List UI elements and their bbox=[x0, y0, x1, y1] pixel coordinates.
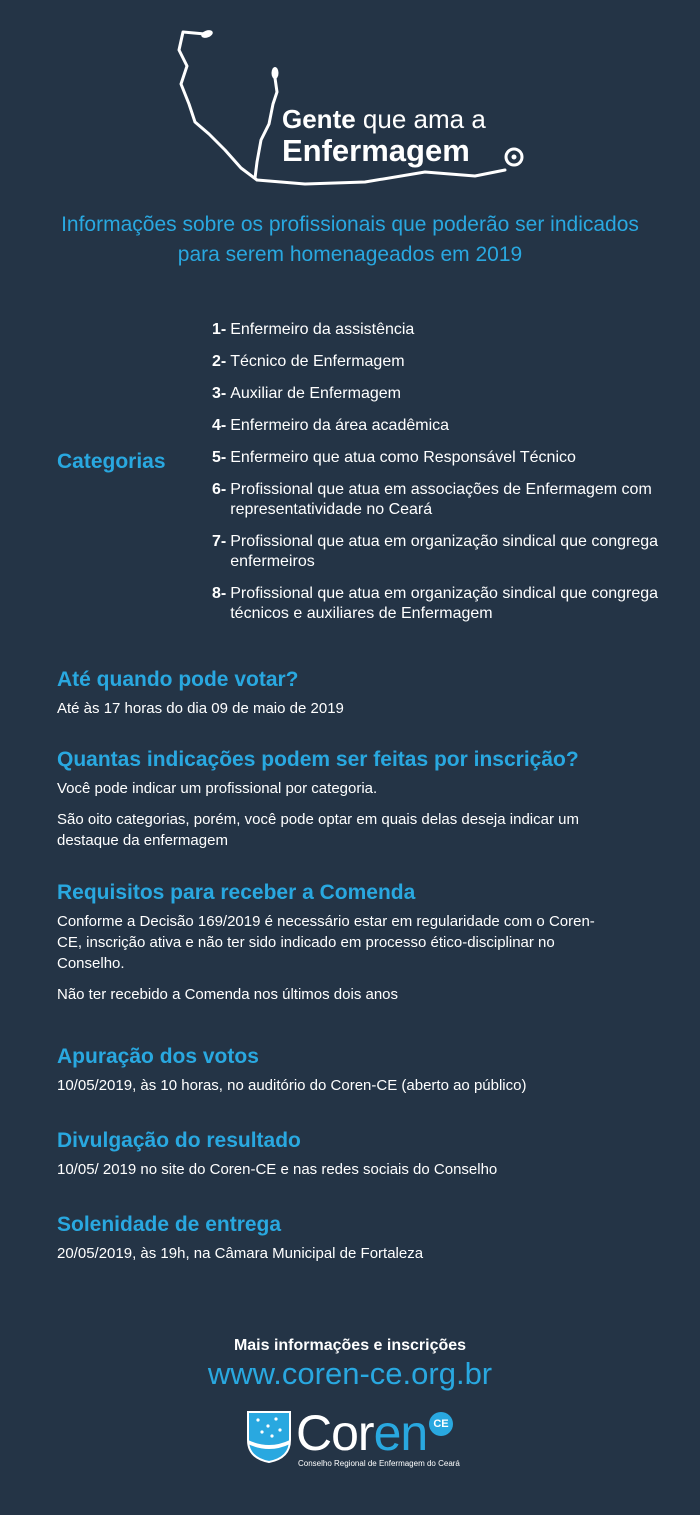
list-item: 1- Enfermeiro da assistência bbox=[212, 321, 415, 338]
tagline-line-2: Enfermagem bbox=[282, 133, 470, 168]
section-text: Não ter recebido a Comenda nos últimos dois anos bbox=[57, 986, 399, 1003]
section-title: Apuração dos votos bbox=[57, 1045, 259, 1068]
ce-badge: CE bbox=[429, 1412, 453, 1436]
counting-section bbox=[57, 1045, 647, 1106]
more-info-label: Mais informações e inscrições bbox=[233, 1337, 467, 1354]
intro-text: Informações sobre os profissionais que poderão ser indicados para serem homenageados em 2019 bbox=[61, 213, 639, 266]
coren-subtitle: Conselho Regional de Enfermagem do Ceará bbox=[298, 1459, 460, 1468]
section-text: Até às 17 horas do dia 09 de maio de 2019 bbox=[57, 700, 344, 717]
requirements-section bbox=[57, 881, 647, 1015]
categories-list bbox=[212, 320, 682, 636]
section-text: Conforme a Decisão 169/2019 é necessário estar em regularidade com o Coren-CE, inscrição ativa e não ter sido indicado em processo ético-disciplinar no Conselho. bbox=[57, 913, 595, 972]
list-item: 6- Profissional que atua em associações de Enfermagem com representatividade no Ceará bbox=[212, 481, 652, 518]
list-item: 5- Enfermeiro que atua como Responsável Técnico bbox=[212, 449, 576, 466]
section-text: Você pode indicar um profissional por categoria. bbox=[57, 780, 378, 797]
section-title: Divulgação do resultado bbox=[57, 1129, 301, 1152]
list-item: 2- Técnico de Enfermagem bbox=[212, 353, 405, 370]
section-title: Quantas indicações podem ser feitas por inscrição? bbox=[57, 748, 579, 771]
section-text: São oito categorias, porém, você pode optar em quais delas deseja indicar um destaque da enfermagem bbox=[57, 811, 579, 849]
list-item: 7- Profissional que atua em organização sindical que congrega enfermeiros bbox=[212, 533, 659, 570]
section-text: 10/05/2019, às 10 horas, no auditório do Coren-CE (aberto ao público) bbox=[57, 1077, 527, 1094]
vote-deadline-section bbox=[57, 668, 647, 729]
section-title: Solenidade de entrega bbox=[57, 1213, 282, 1236]
list-item: 3- Auxiliar de Enfermagem bbox=[212, 385, 401, 402]
section-title: Até quando pode votar? bbox=[57, 668, 299, 691]
section-text: 10/05/ 2019 no site do Coren-CE e nas redes sociais do Conselho bbox=[57, 1161, 498, 1178]
website-link[interactable]: www.coren-ce.org.br bbox=[207, 1356, 493, 1391]
list-item: 4- Enfermeiro da área acadêmica bbox=[212, 417, 450, 434]
coren-shield-icon bbox=[246, 1410, 292, 1464]
ceremony-section bbox=[57, 1213, 647, 1274]
section-text: 20/05/2019, às 19h, na Câmara Municipal de Fortaleza bbox=[57, 1245, 424, 1262]
section-title: Requisitos para receber a Comenda bbox=[57, 881, 416, 904]
nominations-section bbox=[57, 748, 647, 861]
categories-title: Categorias bbox=[57, 450, 166, 473]
tagline-line-1: Gente que ama a bbox=[282, 104, 486, 134]
list-item: 8- Profissional que atua em organização sindical que congrega técnicos e auxiliares de Enfermagem bbox=[212, 585, 659, 622]
results-section bbox=[57, 1129, 647, 1190]
coren-brand-wordmark: Coren bbox=[296, 1405, 428, 1461]
